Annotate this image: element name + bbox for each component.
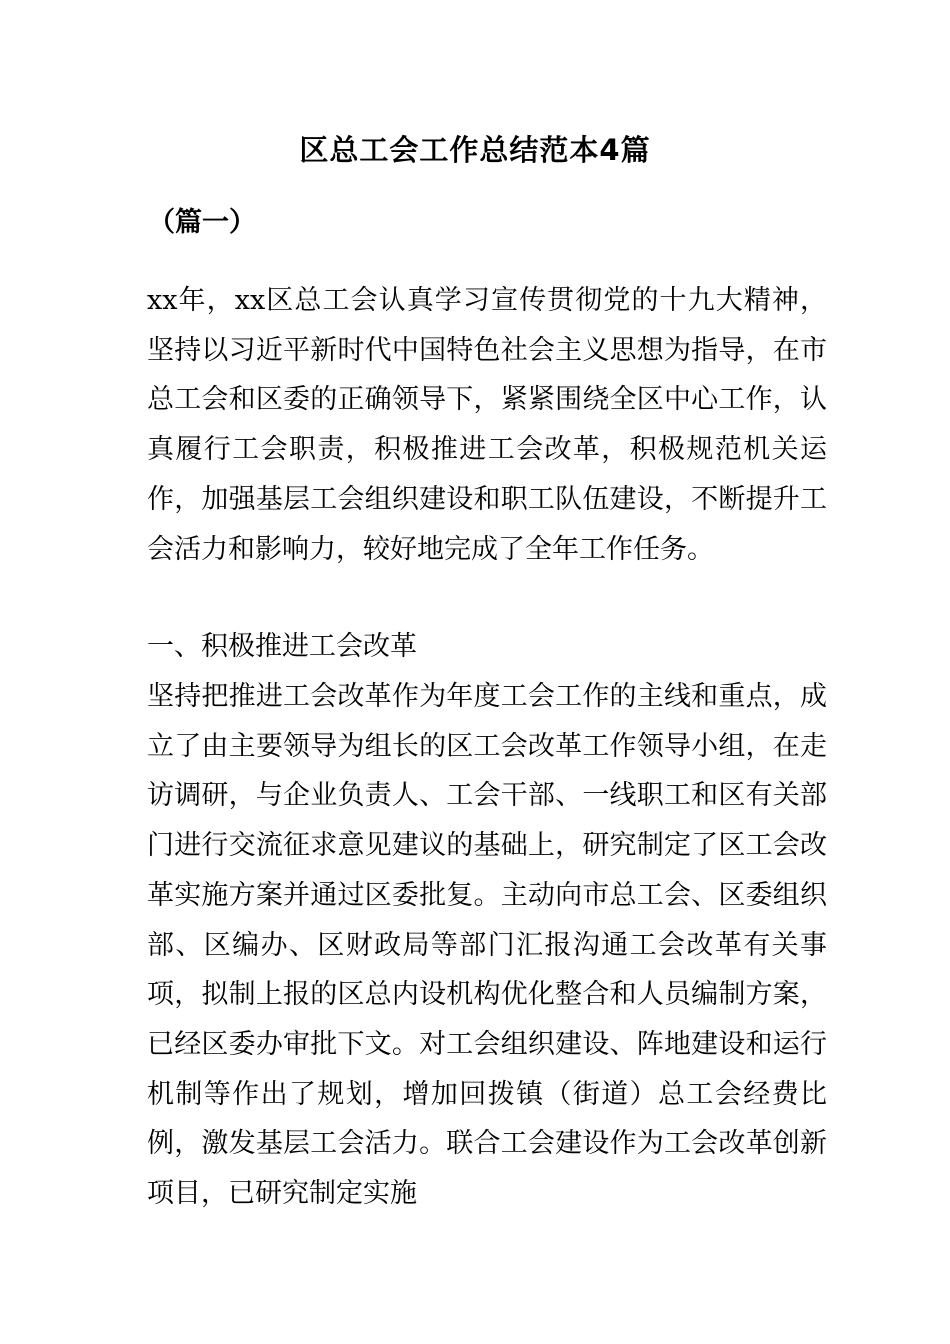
document-title: 区总工会工作总结范本4篇 — [299, 133, 651, 167]
section-label: （篇一） — [148, 207, 256, 238]
body-paragraph: xx年，xx区总工会认真学习宣传贯彻党的十九大精神，坚持以习近平新时代中国特色社会主义思想为指导，在市总工会和区委的正确领导下，紧紧围绕全区中心工作，认真履行工会职责，积极推进工会改革，积极规范机关运作，加强基层工会组织建设和职工队伍建设，不断提升工会活力和影响力，较好地完成了全年工作任务。 — [147, 285, 827, 565]
section-heading: 一、积极推进工会改革 — [147, 631, 417, 662]
body-paragraph: 坚持把推进工会改革作为年度工会工作的主线和重点，成立了由主要领导为组长的区工会改革工作领导小组，在走访调研，与企业负责人、工会干部、一线职工和区有关部门进行交流征求意见建议的基础上，研究制定了区工会改革实施方案并通过区委批复。主动向市总工会、区委组织部、区编办、区财政局等部门汇报沟通工会改革有关事项，拟制上报的区总内设机构优化整合和人员编制方案，已经区委办审批下文。对工会组织建设、阵地建设和运行机制等作出了规划，增加回拨镇（街道）总工会经费比例，激发基层工会活力。联合工会建设作为工会改革创新项目，已研究制定实施 — [147, 681, 827, 1210]
